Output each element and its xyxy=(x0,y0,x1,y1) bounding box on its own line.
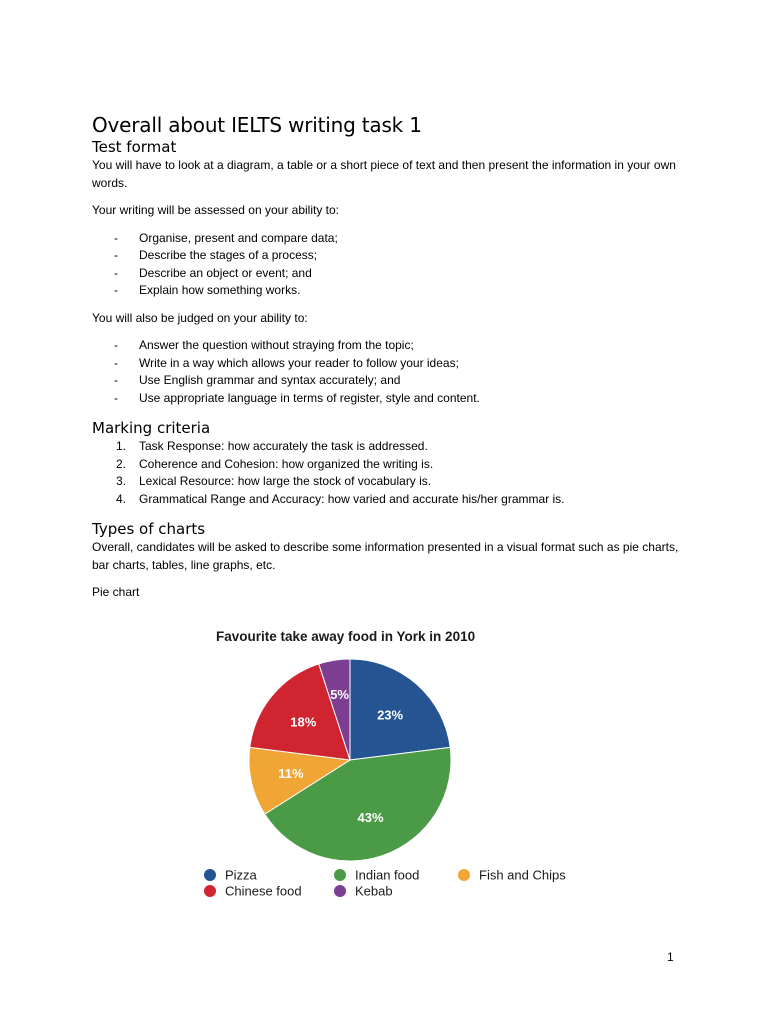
slice-value-label: 5% xyxy=(330,687,349,703)
slice-value-label: 43% xyxy=(357,810,384,825)
pie-chart-label: Pie chart xyxy=(92,585,140,599)
chart-title: Favourite take away food in York in 2010 xyxy=(216,629,476,644)
assessed-list xyxy=(92,230,692,300)
judged-list xyxy=(92,337,692,407)
legend-swatch xyxy=(204,869,216,881)
list-number: 1. xyxy=(116,439,127,453)
list-item: - Explain how something works. xyxy=(92,282,692,300)
list-text: Lexical Resource: how large the stock of vocabulary is. xyxy=(139,474,432,488)
list-number: 2. xyxy=(116,456,127,471)
legend-label: Pizza xyxy=(225,867,257,883)
list-text: Coherence and Cohesion: how organized the writing is. xyxy=(139,456,434,471)
list-text: Grammatical Range and Accuracy: how varied and accurate his/her grammar is. xyxy=(139,491,565,506)
list-item xyxy=(92,438,692,456)
list-item: - Answer the question without straying from the topic; xyxy=(92,337,692,355)
page-number: 1 xyxy=(667,950,674,964)
legend-label: Chinese food xyxy=(225,883,302,899)
document-page xyxy=(92,112,692,602)
list-item: - Write in a way which allows your reader to follow your ideas; xyxy=(92,355,692,373)
list-item: - Describe an object or event; and xyxy=(92,265,692,283)
legend-label: Indian food xyxy=(355,867,420,883)
types-intro: Overall, candidates will be asked to describe some information presented in a visual format such as pie charts, bar charts, tables, line graphs, etc. xyxy=(92,540,679,572)
list-item xyxy=(92,473,692,491)
list-number: 4. xyxy=(116,491,127,506)
legend-swatch xyxy=(458,869,470,881)
slice-value-label: 23% xyxy=(377,707,404,723)
assessed-intro: Your writing will be assessed on your ability to: xyxy=(92,203,340,217)
pie-chart xyxy=(196,622,596,912)
slice-value-label: 18% xyxy=(290,714,317,730)
legend-label: Fish and Chips xyxy=(479,867,566,883)
test-format-heading: Test format xyxy=(92,138,177,156)
legend-label: Kebab xyxy=(355,883,393,899)
page-title: Overall about IELTS writing task 1 xyxy=(92,113,422,137)
slice-value-label: 11% xyxy=(278,766,304,782)
legend-swatch xyxy=(334,869,346,881)
list-item xyxy=(92,491,692,509)
list-item: - Use English grammar and syntax accurately; and xyxy=(92,372,692,390)
test-format-intro: You will have to look at a diagram, a table or a short piece of text and then present the information in your own words. xyxy=(92,158,676,190)
list-text: Task Response: how accurately the task is addressed. xyxy=(139,439,428,453)
list-item: - Organise, present and compare data; xyxy=(92,230,692,248)
legend-swatch xyxy=(204,885,216,897)
marking-criteria-list xyxy=(92,438,692,508)
list-number: 3. xyxy=(116,474,127,488)
list-item: - Use appropriate language in terms of register, style and content. xyxy=(92,390,692,408)
list-item xyxy=(92,456,692,474)
judged-intro: You will also be judged on your ability to: xyxy=(92,310,308,325)
list-item: - Describe the stages of a process; xyxy=(92,247,692,265)
marking-criteria-heading: Marking criteria xyxy=(92,419,211,437)
legend-swatch xyxy=(334,885,346,897)
types-of-charts-heading: Types of charts xyxy=(92,520,206,538)
